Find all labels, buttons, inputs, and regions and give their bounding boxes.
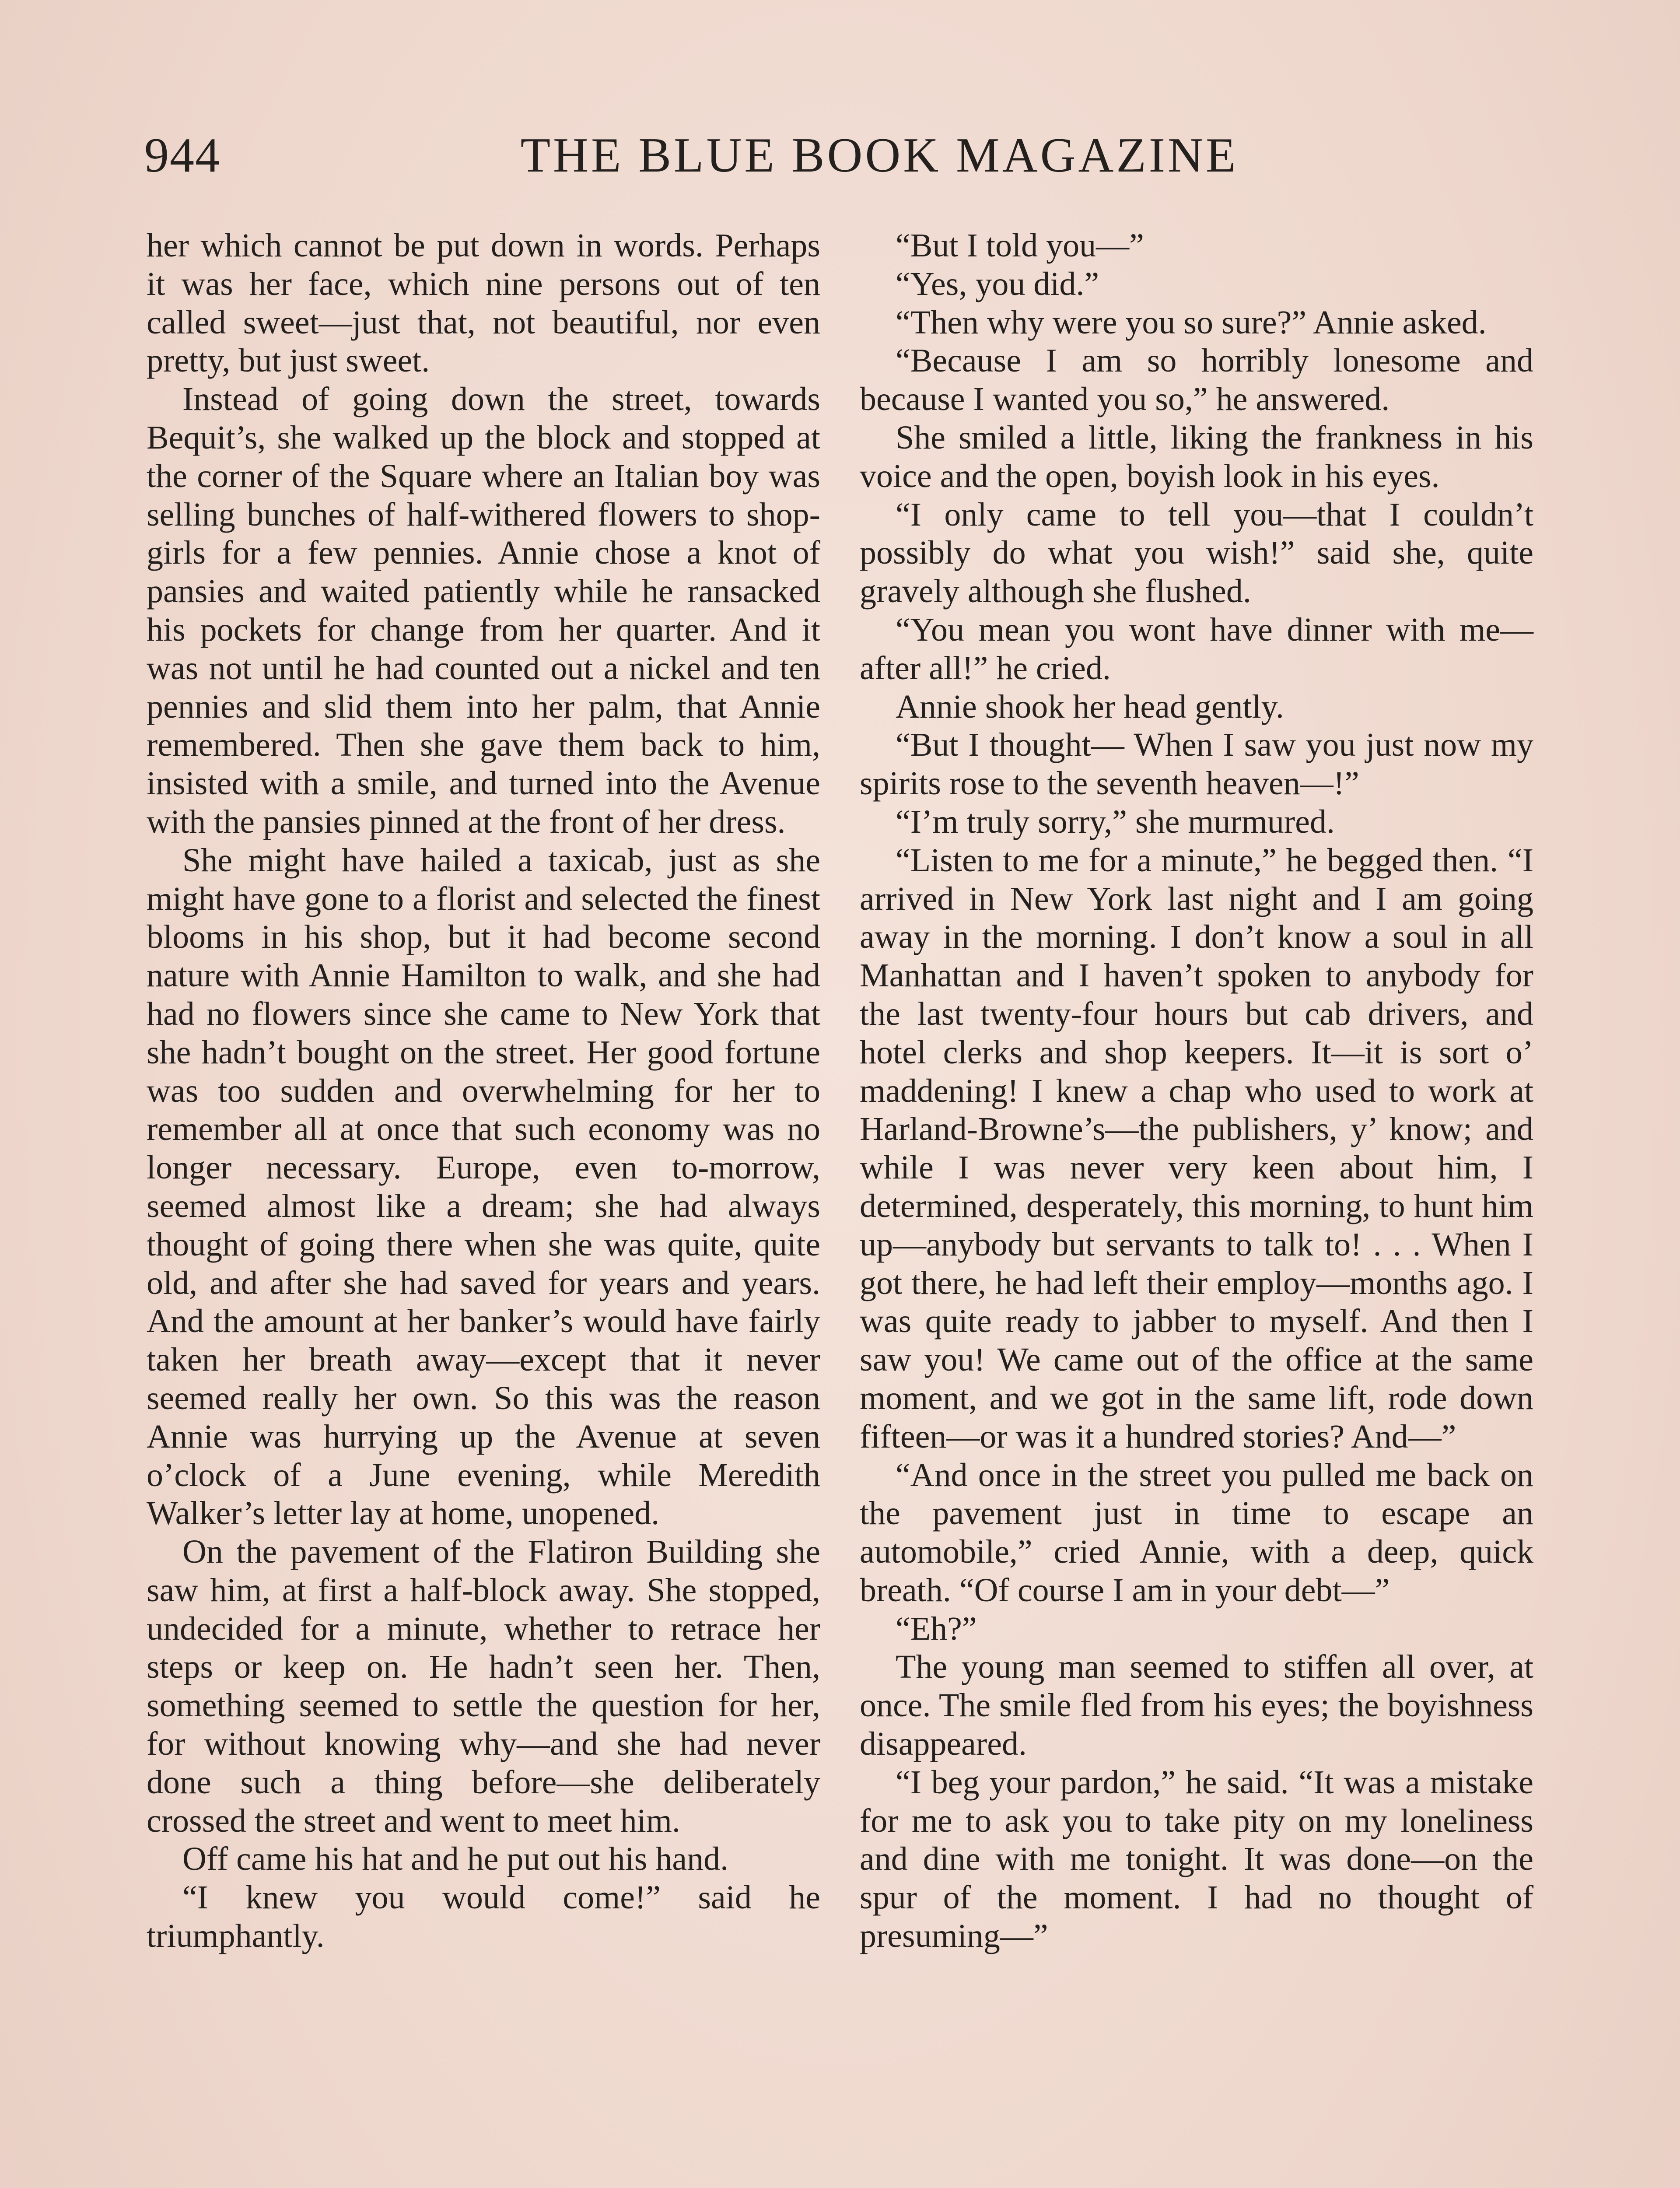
right-column <box>860 227 1533 1956</box>
left-column <box>147 227 820 1956</box>
paragraph: “But I thought— When I saw you just now my spirits rose to the seventh heaven—!” <box>860 726 1533 802</box>
paragraph: “I only came to tell you—that I couldn’t possibly do what you wish!” said she, quite gravely although she flushed. <box>860 496 1533 610</box>
paragraph: “Then why were you so sure?” Annie asked. <box>896 304 1487 341</box>
paragraph: Instead of going down the street, towards Bequit’s, she walked up the block and stopped at the corner of the Square where an Italian boy was selling bunches of half-withered flowers to shop-girls for a few pennies. Annie chose a knot of pansies and waited patiently while he ransacked his pockets for change from her quarter. And it was not until he had counted out a nickel and ten pennies and slid them into her palm, that Annie remembered. Then she gave them back to him, insisted with a smile, and turned into the Avenue with the pansies pinned at the front of her dress. <box>147 381 820 840</box>
paragraph: She might have hailed a taxicab, just as she might have gone to a florist and selected the finest blooms in his shop, but it had become second nature with Annie Hamilton to walk, and she had had no flowers since she came to New York that she hadn’t bought on the street. Her good fortune was too sudden and overwhelming for her to remember all at once that such economy was no longer necessary. Europe, even to-morrow, seemed almost like a dream; she had always thought of going there when she was quite, quite old, and after she had saved for years and years. And the amount at her banker’s would have fairly taken her breath away—except that it never seemed really her own. So this was the reason Annie was hurrying up the Avenue at seven o’clock of a June evening, while Meredith Walker’s letter lay at home, unopened. <box>147 842 820 1532</box>
paragraph: “Yes, you did.” <box>896 265 1099 302</box>
paragraph: She smiled a little, liking the frankness in his voice and the open, boyish look in his eyes. <box>860 419 1533 494</box>
paragraph: “I beg your pardon,” he said. “It was a mistake for me to ask you to take pity on my loneliness and dine with me tonight. It was done—on the spur of the moment. I had no thought of presuming—” <box>860 1764 1533 1955</box>
paragraph: Annie shook her head gently. <box>896 688 1284 725</box>
paragraph: her which cannot be put down in words. Perhaps it was her face, which nine persons out of ten called sweet—just that, not beautiful, nor even pretty, but just sweet. <box>147 227 820 379</box>
page-number: 944 <box>144 128 220 182</box>
paragraph: “You mean you wont have dinner with me—after all!” he cried. <box>860 611 1533 687</box>
paragraph: Off came his hat and he put out his hand. <box>182 1841 729 1878</box>
paragraph: “I’m truly sorry,” she murmured. <box>896 803 1335 840</box>
paragraph: “Because I am so horribly lonesome and because I wanted you so,” he answered. <box>860 342 1533 418</box>
paragraph: The young man seemed to stiffen all over, at once. The smile fled from his eyes; the boyishness disappeared. <box>860 1648 1533 1763</box>
paragraph: “And once in the street you pulled me back on the pavement just in time to escape an automobile,” cried Annie, with a deep, quick breath. “Of course I am in your debt—” <box>860 1456 1533 1609</box>
paragraph: “Listen to me for a minute,” he begged then. “I arrived in New York last night and I am going away in the morning. I don’t know a soul in all Manhattan and I haven’t spoken to anybody for the last twenty-four hours but cab drivers, and hotel clerks and shop keepers. It—it is sort o’ maddening! I knew a chap who used to work at Harland-Browne’s—the publishers, y’ know; and while I was never very keen about him, I determined, desperately, this morning, to hunt him up—anybody but servants to talk to! . . . When I got there, he had left their employ—months ago. I was quite ready to jabber to myself. And then I saw you! We came out of the office at the same moment, and we got in the same lift, rode down fifteen—or was it a hundred stories? And—” <box>860 842 1533 1455</box>
paragraph: On the pavement of the Flatiron Building she saw him, at first a half-block away. She stopped, undecided for a minute, whether to retrace her steps or keep on. He hadn’t seen her. Then, something seemed to settle the question for her, for without knowing why—and she had never done such a thing before—she deliberately crossed the street and went to meet him. <box>147 1533 820 1839</box>
paragraph: “Eh?” <box>896 1610 977 1647</box>
page-header <box>144 125 1536 186</box>
paragraph: “I knew you would come!” said he triumphantly. <box>147 1879 820 1955</box>
running-title: THE BLUE BOOK MAGAZINE <box>520 128 1239 182</box>
paragraph: “But I told you—” <box>896 227 1144 264</box>
